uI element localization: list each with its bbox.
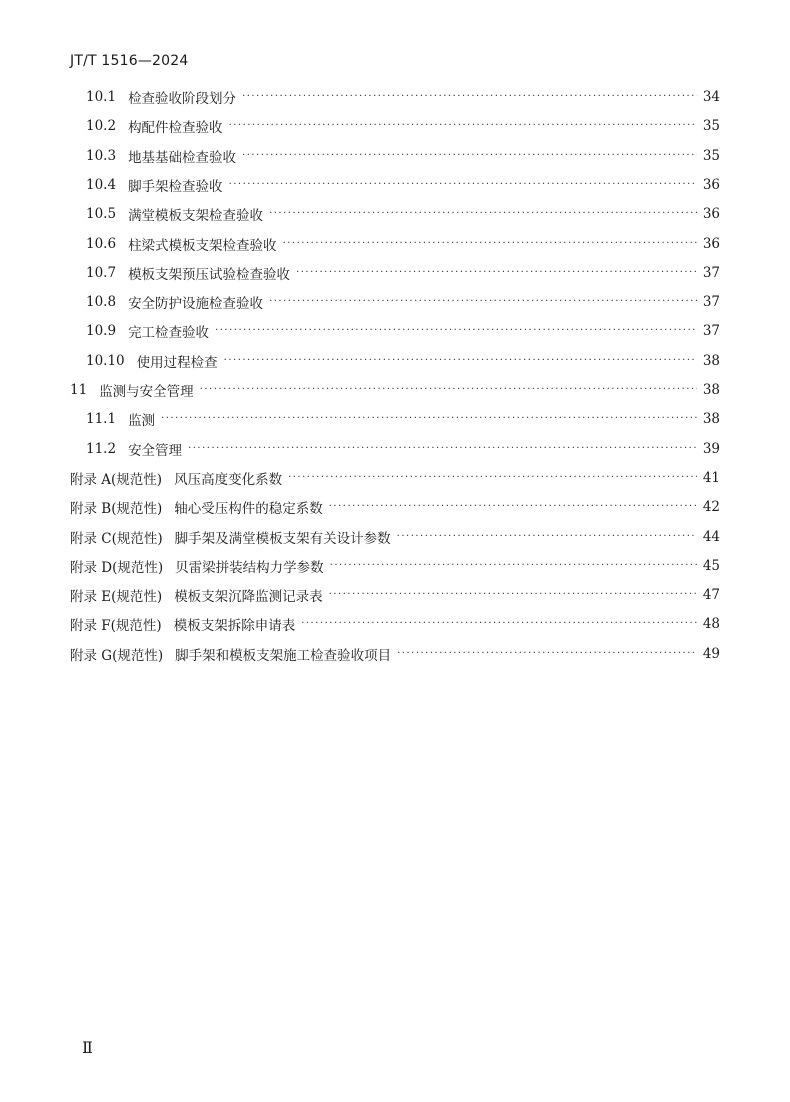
- toc-entry-title: 地基基础检查验收: [128, 149, 237, 166]
- toc-entry[interactable]: [70, 496, 720, 518]
- toc-leader-dots: [242, 145, 697, 167]
- document-code: JT/T 1516—2024: [70, 53, 189, 69]
- toc-entry-page: 37: [702, 323, 720, 340]
- toc-entry[interactable]: [86, 262, 720, 284]
- toc-entry-title: 安全防护设施检查验收: [128, 296, 264, 313]
- toc-entry[interactable]: [86, 86, 720, 108]
- toc-leader-dots: [229, 174, 697, 196]
- toc-entry-title: 脚手架和模板支架施工检查验收项目: [175, 647, 392, 664]
- toc-entry-number: 附录 C(规范性): [70, 530, 163, 547]
- toc-entry-page: 44: [702, 528, 720, 545]
- toc-entry-number: 10.10: [86, 352, 125, 369]
- toc-leader-dots: [296, 262, 697, 284]
- toc-entry-number: 11.2: [86, 440, 117, 457]
- toc-leader-dots: [397, 526, 697, 548]
- toc-leader-dots: [215, 320, 697, 342]
- toc-entry-title: 完工检查验收: [128, 325, 210, 342]
- toc-entry-number: 10.4: [86, 176, 117, 193]
- toc-entry-page: 37: [702, 294, 720, 311]
- toc-entry[interactable]: [70, 526, 720, 548]
- toc-entry-number: 10.9: [86, 323, 117, 340]
- toc-leader-dots: [288, 467, 697, 489]
- toc-entry-title: 轴心受压构件的稳定系数: [174, 501, 323, 518]
- toc-leader-dots: [269, 291, 697, 313]
- toc-entry[interactable]: [70, 555, 720, 577]
- toc-entry-title: 监测: [128, 413, 156, 430]
- toc-entry-number: 10.1: [86, 89, 117, 105]
- toc-entry-number: 10.7: [86, 264, 117, 281]
- toc-entry[interactable]: [70, 584, 720, 606]
- toc-entry-number: 附录 D(规范性): [70, 559, 164, 576]
- toc-leader-dots: [330, 555, 697, 577]
- toc-leader-dots: [269, 203, 697, 225]
- toc-leader-dots: [397, 643, 697, 665]
- toc-entry-title: 风压高度变化系数: [174, 471, 283, 488]
- page-number: Ⅱ: [82, 1038, 93, 1057]
- toc-entry-title: 脚手架及满堂模板支架有关设计参数: [174, 530, 391, 547]
- toc-entry[interactable]: [86, 115, 720, 137]
- toc-entry-number: 11: [70, 382, 88, 398]
- toc-entry-page: 34: [702, 89, 720, 105]
- toc-entry-page: 36: [702, 206, 720, 223]
- toc-entry-number: 附录 A(规范性): [70, 471, 163, 488]
- toc-entry-number: 10.3: [86, 147, 117, 164]
- toc-entry[interactable]: [86, 233, 720, 255]
- toc-entry-title: 监测与安全管理: [99, 384, 194, 400]
- toc-entry-number: 附录 E(规范性): [70, 589, 163, 606]
- toc-leader-dots: [329, 584, 697, 606]
- toc-entry[interactable]: [70, 467, 720, 489]
- toc-entry-title: 脚手架检查验收: [128, 178, 223, 195]
- toc-entry-page: 38: [702, 382, 720, 398]
- toc-entry-page: 41: [702, 469, 720, 486]
- toc-entry-page: 38: [702, 411, 720, 428]
- toc-leader-dots: [224, 350, 697, 372]
- toc-leader-dots: [200, 379, 697, 401]
- toc-entry[interactable]: [70, 643, 720, 665]
- toc-entry-title: 构配件检查验收: [128, 120, 223, 137]
- toc-entry-number: 11.1: [86, 411, 117, 428]
- toc-entry-page: 49: [702, 645, 720, 662]
- toc-leader-dots: [242, 86, 697, 108]
- toc-entry-page: 35: [702, 147, 720, 164]
- toc-entry-page: 48: [702, 616, 720, 633]
- toc-entry-title: 贝雷梁拼装结构力学参数: [175, 559, 324, 576]
- toc-entry-title: 检查验收阶段划分: [128, 91, 237, 107]
- toc-entry-page: 36: [702, 176, 720, 193]
- toc-entry-title: 满堂模板支架检查验收: [128, 208, 264, 225]
- toc-entry-page: 38: [702, 352, 720, 369]
- toc-entry-page: 37: [702, 264, 720, 281]
- toc-entry-page: 45: [702, 557, 720, 574]
- toc-entry[interactable]: [70, 613, 720, 635]
- toc-leader-dots: [229, 115, 697, 137]
- toc-entry-title: 模板支架沉降监测记录表: [174, 589, 323, 606]
- toc-leader-dots: [329, 496, 697, 518]
- toc-entry-page: 39: [702, 440, 720, 457]
- toc-entry[interactable]: [86, 174, 720, 196]
- toc-entry-number: 附录 G(规范性): [70, 647, 164, 664]
- toc-entry[interactable]: [86, 408, 720, 430]
- toc-leader-dots: [283, 233, 697, 255]
- toc-entry-page: 42: [702, 499, 720, 516]
- toc-entry-title: 模板支架拆除申请表: [173, 618, 296, 635]
- toc-entry-title: 模板支架预压试验检查验收: [128, 266, 291, 283]
- toc-leader-dots: [301, 613, 697, 635]
- toc-entry-page: 36: [702, 235, 720, 252]
- toc-entry[interactable]: [70, 379, 720, 401]
- toc-entry-number: 附录 B(规范性): [70, 501, 163, 518]
- toc-entry-number: 10.6: [86, 235, 117, 252]
- toc-entry-number: 10.5: [86, 206, 117, 223]
- toc-entry-page: 47: [702, 587, 720, 604]
- toc-entry-title: 安全管理: [128, 442, 183, 459]
- toc-entry[interactable]: [86, 291, 720, 313]
- toc-entry[interactable]: [86, 320, 720, 342]
- toc-entry[interactable]: [86, 350, 720, 372]
- toc-entry[interactable]: [86, 438, 720, 460]
- toc-entry-page: 35: [702, 118, 720, 135]
- toc-leader-dots: [161, 408, 697, 430]
- toc-entry-number: 附录 F(规范性): [70, 618, 162, 635]
- toc-entry[interactable]: [86, 145, 720, 167]
- toc-entry-number: 10.8: [86, 294, 117, 311]
- toc-entry-title: 柱梁式模板支架检查验收: [128, 237, 277, 254]
- toc-leader-dots: [188, 438, 697, 460]
- toc-entry[interactable]: [86, 203, 720, 225]
- toc-entry-number: 10.2: [86, 118, 117, 135]
- toc-entry-title: 使用过程检查: [136, 354, 218, 371]
